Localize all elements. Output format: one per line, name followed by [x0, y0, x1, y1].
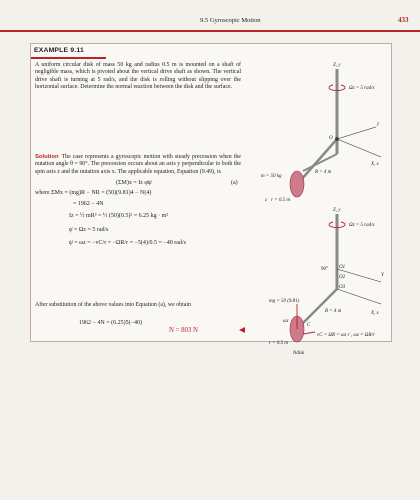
label-normal: Ndisk [293, 351, 305, 356]
label-axis-y-2: Y [381, 273, 384, 278]
velocity-arrow [303, 332, 315, 334]
label-axis-x-2: X, x [371, 311, 379, 316]
example-box [30, 43, 392, 356]
equation-where: where ΣMx = (mg)R − NR = (50)(9.81)4 − N(4) [35, 190, 152, 196]
example-title: EXAMPLE 9.11 [34, 47, 84, 54]
label-vc: vC = ΩR = ωz r , ωz = ΩR/r [317, 333, 375, 338]
label-axis-z: Z, y [333, 63, 341, 68]
disk [290, 171, 304, 197]
example-header [31, 44, 91, 59]
label-omega-2: Ωz = 5 rad/s [349, 223, 375, 228]
label-axis-x: X, x [371, 162, 379, 167]
figure-top [241, 59, 391, 204]
y-axis-line [337, 127, 376, 139]
equation-tag: (a) [231, 180, 238, 186]
section-title: 9.5 Gyroscopic Motion [200, 17, 261, 24]
x-axis-line-2 [337, 289, 381, 304]
equation-psi: ψ̇ = ωz = −vC/r = −ΩR/r = −5(4)/0.5 = −40 rad/s [69, 240, 186, 246]
x-axis-line [337, 139, 381, 157]
label-axis-z-2: Z, y [333, 208, 341, 213]
after-text: After substitution of the above values into Equation (a), we obtain [35, 302, 191, 308]
label-axis-y: y [377, 122, 380, 127]
label-point-o: O [329, 136, 333, 141]
label-length-2: R = 4 m [325, 309, 342, 314]
label-o1: O1 [339, 265, 346, 270]
label-weight: mg = 50 (9.81) [269, 299, 300, 304]
answer: N = 803 N [169, 327, 198, 334]
label-radius-2: r = 0.5 m [269, 341, 288, 346]
equation-where-cont: = 1962 − 4N [73, 201, 104, 207]
figure-bottom [241, 204, 391, 356]
label-o2: O2 [339, 275, 346, 280]
solution-text: The case represents a gyroscopic motion with steady precession when the nutation angle θ = 90°. The precession occurs about an axis y perpendicular to both the spin axis z and the nutation axis x. The applicable equation, Equation (9.49), is [35, 154, 241, 175]
problem-statement: A uniform circular disk of mass 50 kg and radius 0.5 m is mounted on a shaft of negligible mass, which is pivoted about the vertical drive shaft as shown. The vertical drive shaft is turning at 5 rad/s, and the disk is rolling without slipping over the horizontal surface. Determine the normal reaction between the disk and the surface. [35, 62, 241, 91]
label-axis-zz: z [265, 198, 267, 203]
equation-iz: Iz = ½ mR² = ½ (50)(0.5)² = 6.25 kg · m² [69, 213, 169, 219]
label-omega-s: ωz [283, 319, 289, 324]
equation-main: (ΣM)x = Iz φ̇ψ̇ [116, 180, 152, 186]
solution-paragraph [35, 154, 241, 176]
label-length: R = 4 m [315, 170, 332, 175]
example-underline [31, 57, 106, 59]
pivot-point [335, 137, 339, 141]
final-equation: 1962 − 4N = (6.25)5(−40) [79, 320, 142, 326]
label-o3: O3 [339, 285, 346, 290]
equation-phi: φ̇ = Ωz = 5 rad/s [69, 227, 109, 233]
page-number: 433 [398, 16, 409, 24]
label-angle: 90° [321, 267, 328, 272]
header-rule [0, 30, 420, 32]
page-header [0, 0, 420, 30]
label-point-c: C [307, 323, 311, 328]
solution-label: Solution [35, 154, 59, 160]
label-mass: m = 50 kg [261, 174, 282, 179]
label-omega: Ωz = 5 rad/s [349, 86, 375, 91]
label-radius: r = 0.5 m [271, 198, 290, 203]
